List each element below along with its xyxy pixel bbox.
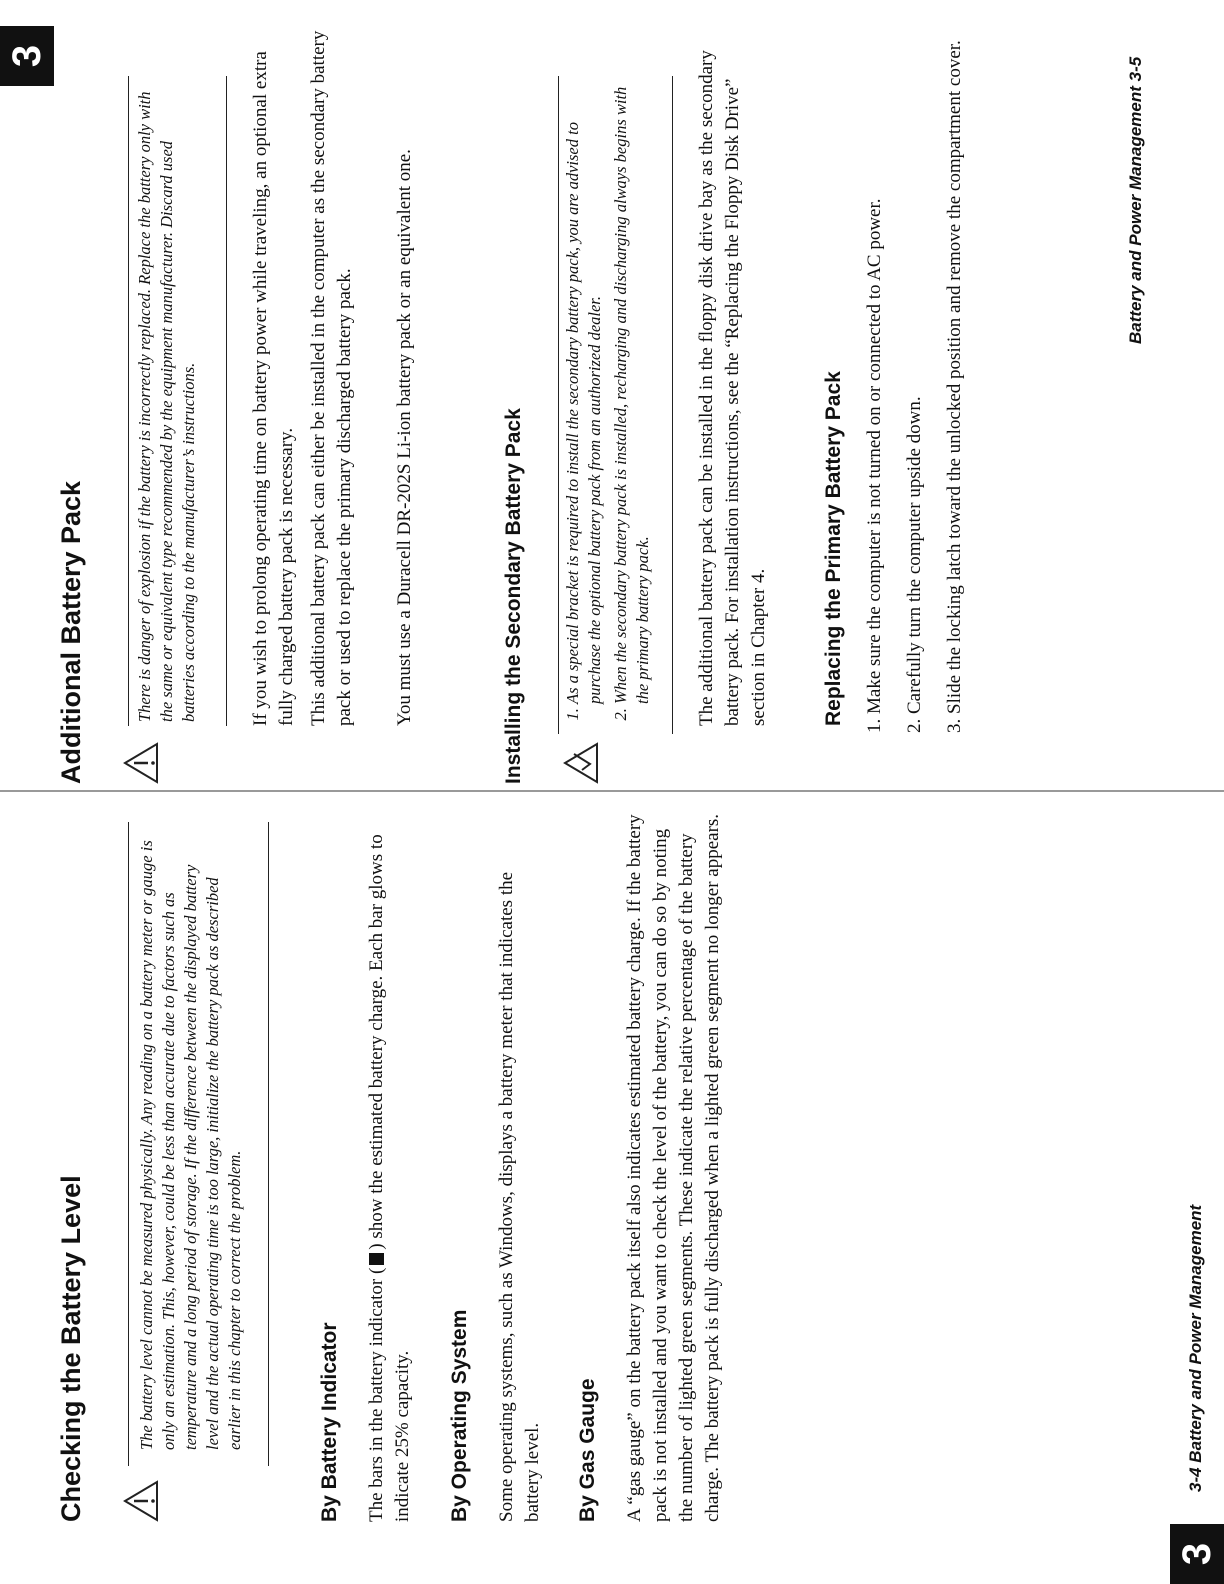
paragraph-duracell: You must use a Duracell DR-202S Li-ion battery pack or an equivalent one. xyxy=(394,149,415,726)
note-bottom-rule xyxy=(672,76,673,734)
list-item: 1. As a special bracket is required to install the secondary battery pack, you are advised to purchase the optional battery pack from an authorized dealer. xyxy=(562,84,606,704)
warning-icon xyxy=(122,742,160,784)
right-warning-note: There is danger of explosion if the battery is incorrectly replaced. Replace the battery only with the same or equivalent type recommended by the equipment manufacturer. Discard used batteries according to the manufacturer’s instructions. xyxy=(135,91,198,722)
paragraph-prolong: If you wish to prolong operating time on battery power while traveling, an optional extra fully charged battery pack is necessary. xyxy=(250,51,297,726)
note-top-rule xyxy=(128,822,129,1466)
section-heading-battery-indicator: By Battery Indicator xyxy=(318,1322,341,1522)
replacing-steps xyxy=(862,24,982,744)
right-page-footer: Battery and Power Management 3-5 xyxy=(1126,56,1145,344)
section-heading-operating-system: By Operating System xyxy=(448,1309,471,1522)
left-page-footer: 3-4 Battery and Power Management xyxy=(1186,1204,1205,1492)
paragraph-additional: This additional battery pack can either be installed in the computer as the secondary battery pack or used to replace the primary discharged battery pack. xyxy=(308,30,355,726)
list-item: 3. Slide the locking latch toward the unlocked position and remove the compartment cover. xyxy=(942,24,968,714)
section-heading-installing: Installing the Secondary Battery Pack xyxy=(502,408,525,784)
section-heading-replacing: Replacing the Primary Battery Pack xyxy=(822,371,845,726)
battery-icon xyxy=(369,1253,384,1265)
list-item: 1. Make sure the computer is not turned on or connected to AC power. xyxy=(862,24,888,714)
gas-gauge-text: A “gas gauge” on the battery pack itself also indicates estimated battery charge. If the battery pack is not installed and you want to check the level of the battery, you can do so by noting the number of lighted green segments. These indicate the relative percentage of the battery charge. The battery pack is fully discharged when a lighted green segment no longer appears. xyxy=(624,813,723,1522)
list-item: 2. Carefully turn the computer upside down. xyxy=(902,24,928,714)
note-top-rule xyxy=(128,76,129,726)
battery-indicator-text-part1: The bars in the battery indicator ( xyxy=(366,1267,387,1522)
right-page-title: Additional Battery Pack xyxy=(56,480,86,784)
installing-notes xyxy=(562,84,658,734)
left-warning-note: The battery level cannot be measured physically. Any reading on a battery meter or gauge is only an estimation. This, however, could be less than accurate due to factors such as temperature and a long period of storage. If the difference between the displayed battery level and the actual operating time is too large, initialize the battery pack as described earlier in this chapter to correct the problem. xyxy=(137,840,244,1450)
right-page xyxy=(0,0,1224,784)
note-bottom-rule xyxy=(226,76,227,726)
replacing-steps-list xyxy=(862,24,968,744)
left-page xyxy=(0,784,1224,1584)
battery-indicator-text-part2: ) show the estimated battery charge. Each bar glows to indicate 25% capacity. xyxy=(366,834,413,1522)
note-icon xyxy=(562,742,600,784)
note-bottom-rule xyxy=(268,822,269,1466)
section-heading-gas-gauge: By Gas Gauge xyxy=(576,1378,599,1522)
installing-notes-list xyxy=(562,84,654,734)
left-page-title: Checking the Battery Level xyxy=(56,1175,86,1522)
operating-system-text: Some operating systems, such as Windows, displays a battery meter that indicates the battery level. xyxy=(496,871,543,1522)
chapter-tab-right: 3 xyxy=(0,26,54,86)
list-item: 2. When the secondary battery pack is installed, recharging and discharging always begins with the primary battery pack. xyxy=(610,84,654,704)
warning-icon xyxy=(122,1480,160,1522)
chapter-tab-left: 3 xyxy=(1170,1524,1224,1584)
installing-text: The additional battery pack can be installed in the floppy disk drive bay as the secondary battery pack. For installation instructions, see the “Replacing the Floppy Disk Drive” section in Chapter 4. xyxy=(696,50,769,726)
note-top-rule xyxy=(558,76,559,734)
battery-indicator-text xyxy=(364,822,416,1522)
